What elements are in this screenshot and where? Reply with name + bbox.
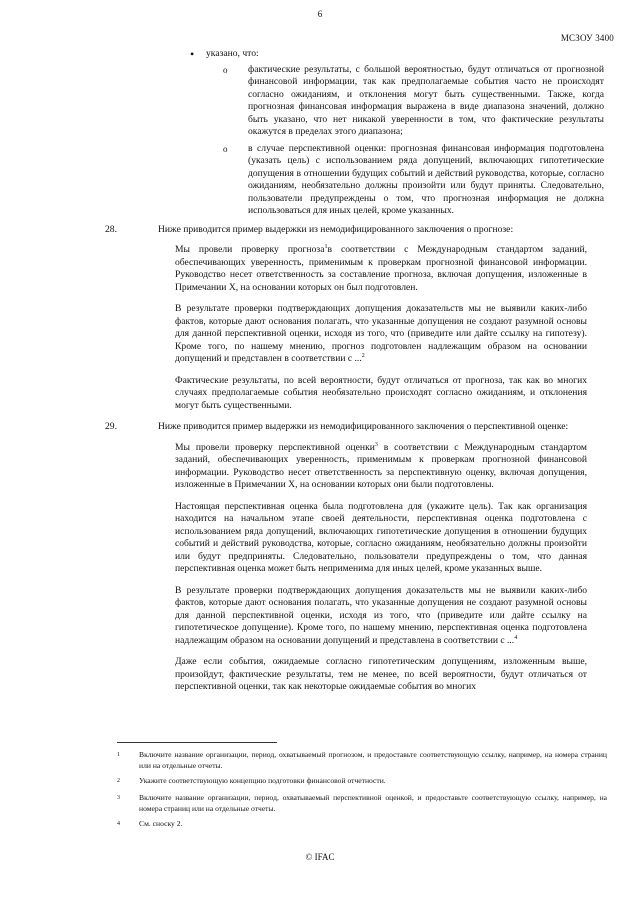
sub-bullet-text: фактические результаты, с большой вероятностью, будут отличаться от прогнозной финансовой информации, так как предполагаемые события часто не происходят согласно ожиданиям, и отклонения могут быть существенными. Также, когда прогнозная финансовая информация выражена в виде диапазона значений, должно быть указано, что нет никакой уверенности в том, что фактические результаты окажутся в пределах этого диапазона; — [248, 63, 604, 137]
quote-paragraph — [175, 585, 587, 648]
sub-bullet-item — [223, 63, 604, 139]
footnote-text: Укажите соответствующую концепцию подготовки финансовой отчетности. — [139, 776, 386, 785]
quote-paragraph — [175, 375, 587, 413]
footnote-mark: 3 — [117, 795, 120, 801]
quote-text: Мы провели проверку прогноза — [175, 244, 325, 255]
footnote-text: См. сноску 2. — [139, 819, 183, 828]
quote-text: Мы провели проверку перспективной оценки — [175, 441, 375, 453]
sub-bullet-item — [223, 142, 604, 218]
footnote — [117, 776, 607, 787]
footnote-ref: 3 — [374, 441, 378, 448]
paragraph-number: 29. — [105, 421, 117, 432]
footnote — [117, 819, 607, 830]
footnote-text: Включите название организации, период, охватываемый прогнозом, и предоставьте соответствующую ссылку, например, на номера страниц или на отдельные отчеты. — [139, 750, 607, 770]
quote-text: Фактические результаты, по всей вероятности, будут отличаться от прогноза, так как во многих случаях предполагаемые события необязательно происходят согласно ожиданиям, и отклонения могут быть существенными. — [175, 374, 587, 411]
sub-bullet-marker: o — [223, 143, 228, 154]
footnote-text: Включите название организации, период, охватываемый перспективной оценкой, и предоставьте соответствующую ссылку, например, на номера страниц или на отдельные отчеты. — [139, 793, 607, 813]
quote-paragraph — [175, 244, 587, 294]
footnote-mark: 2 — [117, 778, 120, 784]
paragraph-29 — [105, 421, 604, 434]
footnote-divider — [117, 742, 277, 743]
quote-paragraph — [175, 656, 587, 694]
paragraph-number: 28. — [105, 223, 117, 235]
quote-text: в соответствии с Международным стандартом заданий, обеспечивающих уверенность, применимым к проверкам прогнозной финансовой информации. Руководство несет ответственность за составление прогноза, включая допущения, изложенные в Примечании X, на основании которых он был подготовлен. — [175, 244, 587, 293]
page-number: 6 — [317, 9, 323, 19]
quote-text: Настоящая перспективная оценка была подготовлена для (укажите цель). Так как организация находится на начальном этапе своей деятельности, перспективная оценка подготовлена с использованием ряда допущений, включающих гипотетические допущения в отношении будущих событий и действий руководства, которые, согласно ожиданиям, необязательно должны произойти или будут предприняты. Следовательно, пользователи предупреждены о том, что данная перспективная оценка может быть неприменима для иных целей, кроме указанных выше. — [175, 500, 587, 574]
quote-text: В результате проверки подтверждающих допущения доказательств мы не выявили каких-либо фактов, которые дают основания полагать, что указанные допущения не создают разумной основы для данной перспективной оценки, исходя из того, что (приведите или дайте ссылку на гипотетическое допущение). Кроме того, по нашему мнению, перспективная оценка подготовлена надлежащим образом на основании допущений и представлена в соответствии с ... — [175, 584, 587, 646]
copyright-footer: © IFAC — [305, 852, 335, 862]
paragraph-text: Ниже приводится пример выдержки из немодифицированного заключения о перспективной оценке: — [158, 421, 569, 432]
sub-bullet-text: в случае перспективной оценки: прогнозная финансовая информация подготовлена (указать цель) с использованием ряда допущений, включающих гипотетические допущения в отношении будущих событий и действий руководства, которые, согласно ожиданиям, необязательно должны произойти или будут приняты. Следовательно, пользователи предупреждены о том, что прогнозная информация не должна использоваться для иных целей, кроме указанных. — [248, 142, 604, 216]
footnote-mark: 4 — [117, 821, 120, 827]
quote-paragraph — [175, 442, 587, 492]
footnote-ref: 2 — [361, 352, 365, 359]
footnote — [117, 750, 607, 771]
footnote-ref: 1 — [324, 243, 328, 250]
quote-text: Даже если события, ожидаемые согласно гипотетическим допущениям, изложенным выше, произойдут, фактические результаты, тем не менее, по всей вероятности, будут отличаться от перспективной оценки, так как некоторые ожидаемые события во многих — [175, 656, 587, 692]
footnote — [117, 793, 607, 814]
document-body — [0, 48, 640, 703]
bullet-marker: • — [190, 47, 195, 61]
document-code: МСЗОУ 3400 — [560, 33, 614, 43]
sub-bullet-marker: o — [223, 64, 228, 75]
bullet-item — [190, 47, 604, 61]
quote-text: В результате проверки подтверждающих допущения доказательств мы не выявили каких-либо фактов, которые дают основания полагать, что указанные допущения не создают разумной основы для данной перспективной оценки, исходя из того, что (приведите или дайте ссылку на гипотезу). Кроме того, по нашему мнению, прогноз подготовлен надлежащим образом на основании допущений и представлен в соответствии с ... — [175, 303, 587, 364]
quote-paragraph — [175, 303, 587, 366]
paragraph-28 — [105, 223, 604, 237]
paragraph-text: Ниже приводится пример выдержки из немодифицированного заключения о прогнозе: — [158, 223, 514, 235]
quote-text: в соответствии с Международным стандартом заданий, обеспечивающих уверенность, применимым к проверкам прогнозной финансовой информации. Руководство несет ответственность за перспективную оценку, включая допущения, изложенные в Примечании X, на основании которых они были подготовлены. — [175, 441, 587, 490]
footnote-ref: 4 — [514, 634, 518, 641]
bullet-text: указано, что: — [206, 48, 259, 59]
footnote-mark: 1 — [117, 752, 120, 758]
quote-paragraph — [175, 501, 587, 576]
